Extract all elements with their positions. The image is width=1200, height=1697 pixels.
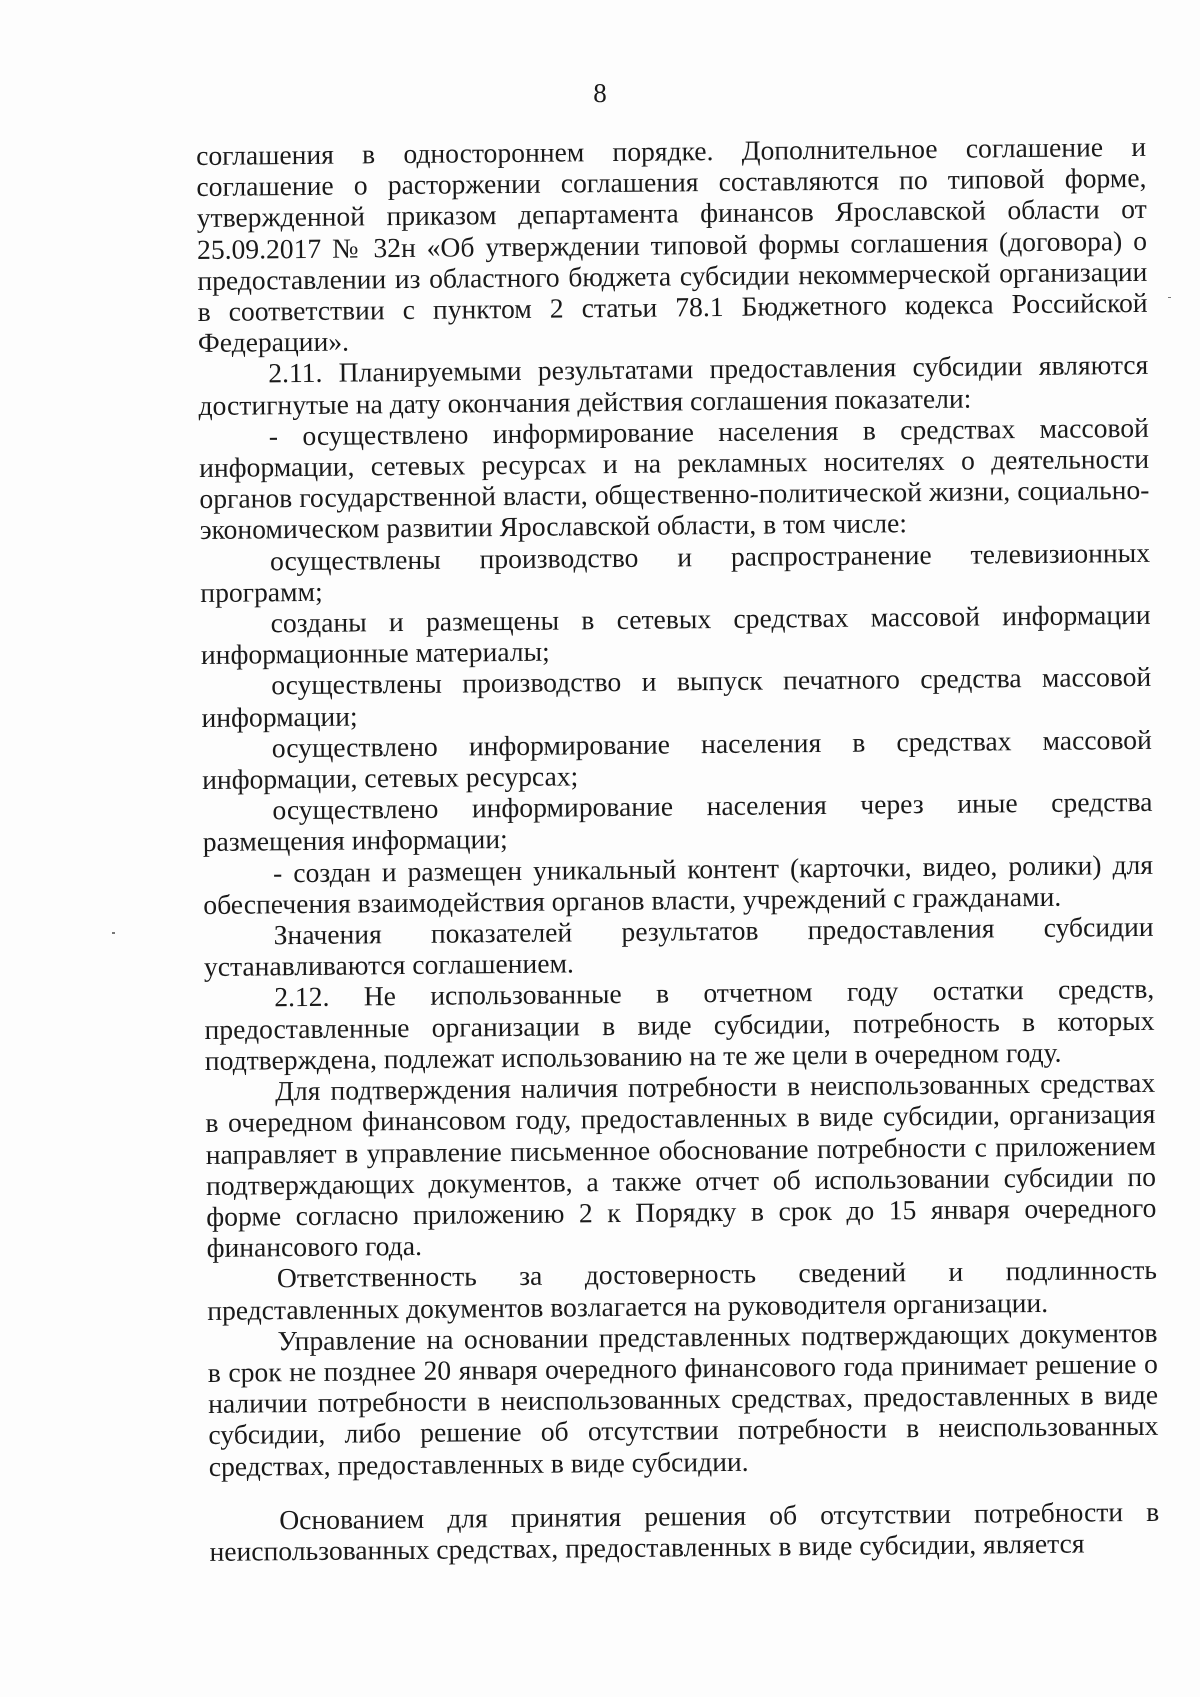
paragraph-other-media-informing: осуществлено информирование населения через иные средства размещения информации; bbox=[202, 786, 1153, 858]
paragraph-responsibility: Ответственность за достоверность сведений и подлинность представленных документов возлагается на руководителя организации. bbox=[207, 1254, 1158, 1326]
page-number: 8 bbox=[593, 78, 607, 108]
paragraph-confirmation-of-need: Для подтверждения наличия потребности в неиспользованных средствах в очередном финансовом году, предоставленных в виде субсидии, организация направляет в управление письменное обоснование потребности с приложением подтверждающих документов, а также отчет об использовании субсидии по форме согласно приложению 2 к Порядку в срок до 15 января очередного финансового года. bbox=[205, 1066, 1157, 1264]
paragraph-agreement-termination: соглашения в одностороннем порядке. Дополнительное соглашение и соглашение о расторжении соглашения составляются по типовой форме, утвержденной приказом департамента финансов Ярославской области от 25.09.2017 № 32н «Об утверждении типовой формы соглашения (договора) о предоставлении из областного бюджета субсидии некоммерческой организации в соответствии с пунктом 2 статьи 78.1 Бюджетного кодекса Российской Федерации». bbox=[196, 130, 1148, 359]
paragraph-informing-population: - осуществлено информирование населения в средствах массовой информации, сетевых ресурсах и на рекламных носителях о деятельности органов государственной власти, общественно-политической жизни, социально-экономическом развитии Ярославской области, в том числе: bbox=[198, 411, 1150, 546]
paragraph-grounds-for-decision: Основанием для принятия решения об отсутствии потребности в неиспользованных средствах, предоставленных в виде субсидии, является bbox=[209, 1495, 1160, 1567]
scan-speck bbox=[1168, 297, 1171, 298]
paragraph-tv-programs: осуществлены производство и распространение телевизионных программ; bbox=[200, 536, 1151, 608]
paragraph-indicator-values: Значения показателей результатов предоставления субсидии устанавливаются соглашением. bbox=[203, 910, 1154, 983]
document-body bbox=[196, 131, 1160, 1567]
paragraph-online-materials: созданы и размещены в сетевых средствах массовой информации информационные материалы; bbox=[200, 598, 1151, 671]
paragraph-unique-content: - создан и размещен уникальный контент (карточки, видео, ролики) для обеспечения взаимодействия органов власти, учреждений с гражданами. bbox=[203, 848, 1154, 920]
paragraph-print-media: осуществлены производство и выпуск печатного средства массовой информации; bbox=[201, 661, 1152, 733]
scan-speck bbox=[112, 932, 115, 934]
paragraph-department-decision: Управление на основании представленных подтверждающих документов в срок не позднее 20 января очередного финансового года принимает решение о наличии потребности в неиспользованных средствах, предоставленных в виде субсидии, либо решение об отсутствии потребности в неиспользованных средствах, предоставленных в виде субсидии. bbox=[207, 1316, 1159, 1482]
paragraph-2-12-unused-funds: 2.12. Не использованные в отчетном году остатки средств, предоставленные организации в виде субсидии, потребность в которых подтверждена, подлежат использованию на те же цели в очередном году. bbox=[204, 973, 1155, 1076]
paragraph-2-11-planned-results: 2.11. Планируемыми результатами предоставления субсидии являются достигнутые на дату окончания действия соглашения показатели: bbox=[198, 349, 1149, 421]
paragraph-media-network-informing: осуществлено информирование населения в средствах массовой информации, сетевых ресурсах; bbox=[201, 723, 1152, 796]
